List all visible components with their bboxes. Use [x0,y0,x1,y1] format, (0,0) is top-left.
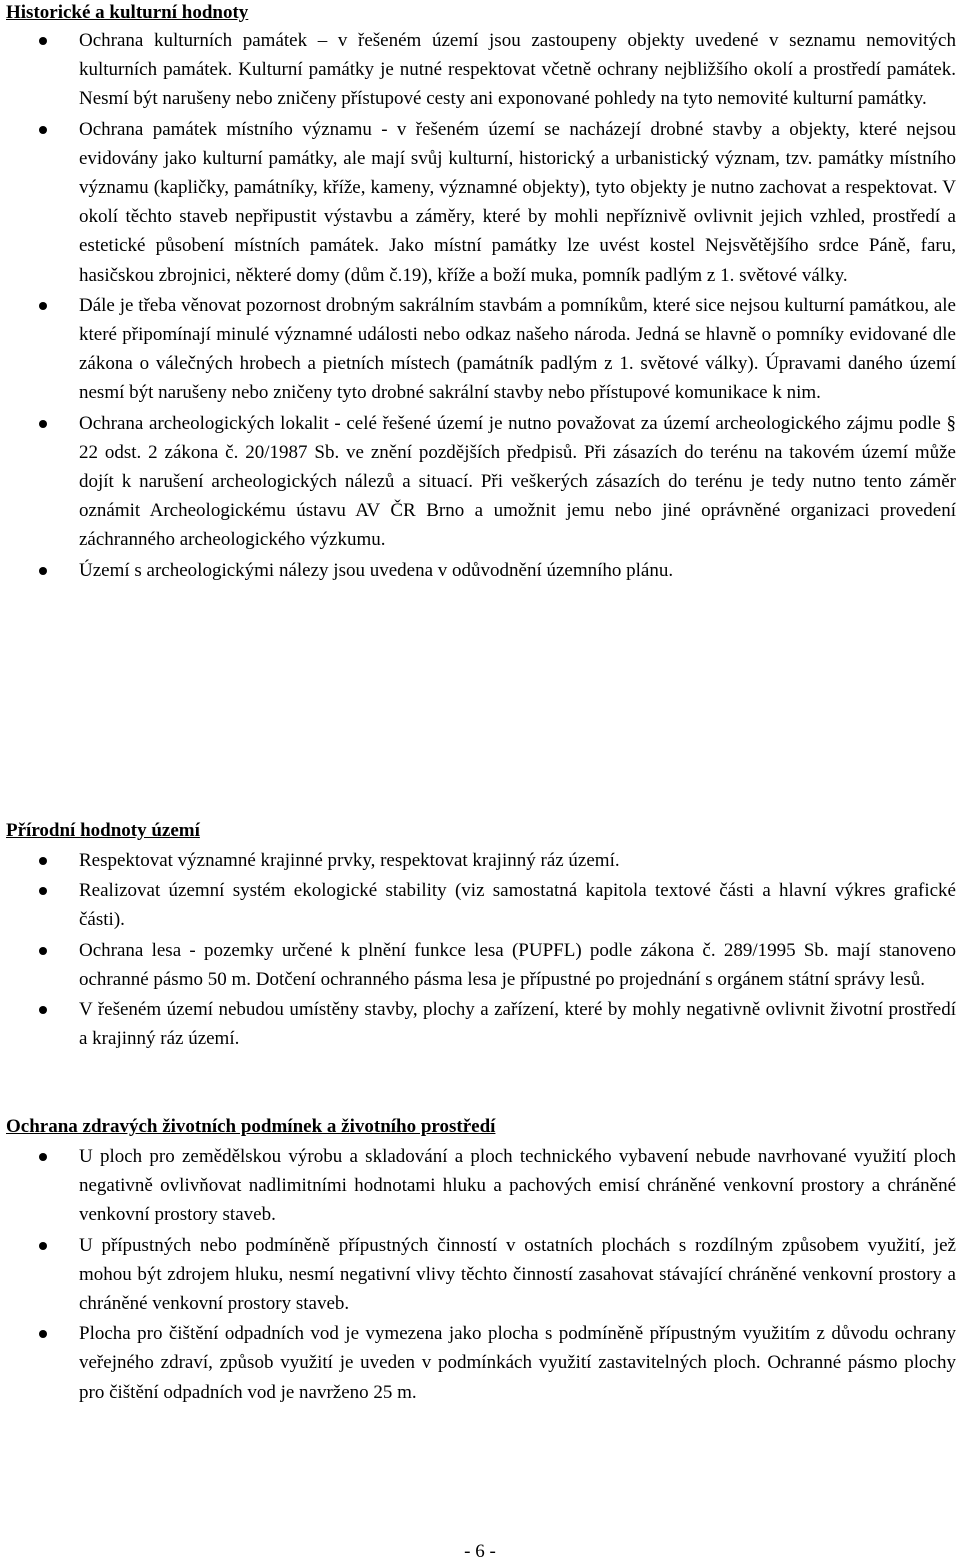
list-item-text: Území s archeologickými nálezy jsou uvedena v odůvodnění územního plánu. [79,559,674,581]
bullet-icon [39,567,47,575]
list-item [6,291,956,408]
bullet-icon [39,420,47,428]
list-item-text: Ochrana archeologických lokalit - celé řešené území je nutno považovat za území archeologického zájmu podle § 22 odst. 2 zákona č. 20/1987 Sb. ve znění pozdějších předpisů. Při zásazích do terénu na takovém území může dojít k narušení archeologických nálezů a situací. Při veškerých zásazích do terénu je tedy nutno tento záměr oznámit Archeologickému ústavu AV ČR Brno a umožnit jemu nebo jiné oprávněné organizaci provedení záchranného archeologického výzkumu. [79,412,956,551]
list-item-text: Ochrana lesa - pozemky určené k plnění funkce lesa (PUPFL) podle zákona č. 289/1995 Sb. mají stanoveno ochranné pásmo 50 m. Dotčení ochranného pásma lesa je přípustné po projednání s orgánem státní správy lesů. [79,939,956,990]
list-item [6,995,956,1053]
list-item-text: Ochrana kulturních památek – v řešeném území jsou zastoupeny objekty uvedené v seznamu nemovitých kulturních památek. Kulturní památky je nutné respektovat včetně ochrany nejbližšího okolí a prostředí památek. Nesmí být narušeny nebo zničeny přístupové cesty ani exponované pohledy na tyto nemovité kulturní památky. [79,30,956,110]
bullet-icon [39,1242,47,1250]
bullet-icon [39,126,47,134]
bullet-icon [39,302,47,310]
historic-cultural-list [6,26,956,586]
bullet-icon [39,887,47,895]
list-item-text: V řešeném území nebudou umístěny stavby, plochy a zařízení, které by mohly negativně ovlivnit životní prostředí a krajinný ráz území. [79,999,956,1050]
list-item-text: U přípustných nebo podmíněně přípustných činností v ostatních plochách s rozdílným způsobem využití, jež mohou být zdrojem hluku, nesmí negativní vlivy těchto činností zasahovat stávající chráněné venkovní prostory a chráněné venkovní prostory staveb. [79,1234,956,1315]
bullet-icon [39,1006,47,1014]
section-heading-historic-cultural: Historické a kulturní hodnoty [6,2,249,23]
section-heading-natural-values: Přírodní hodnoty území [6,820,200,841]
list-item-text: U ploch pro zemědělskou výrobu a skladování a ploch technického vybavení nebude navrhované využití ploch negativně ovlivňovat nadlimitními hodnotami hluku a pachových emisí chráněné venkovní prostory a chráněné venkovní prostory staveb. [79,1146,956,1226]
list-item [6,26,956,114]
list-item [6,1319,956,1407]
bullet-icon [39,947,47,955]
list-item-text: Ochrana památek místního významu - v řešeném území se nacházejí drobné stavby a objekty, které nejsou evidovány jako kulturní památky, ale mají svůj kulturní, historický a urbanistický význam, tzv. památky místního významu (kapličky, památníky, kříže, kameny, významné objekty), tyto objekty je nutno zachovat a respektovat. V okolí těchto staveb nepřipustit výstavbu a záměry, které by mohli nepříznivě ovlivnit jejich vzhled, prostředí a estetické působení místních památek. Jako místní památky lze uvést kostel Nejsvětějšího srdce Páně, faru, hasičskou zbrojnici, některé domy (dům č.19), kříže a boží muka, pomník padlým z 1. světové války. [79,118,956,286]
health-environment-list [6,1142,956,1408]
list-item-text: Dále je třeba věnovat pozornost drobným sakrálním stavbám a pomníkům, které sice nejsou kulturní památkou, ale které připomínají minulé významné události nebo odkaz našeho národa. Jedná se hlavně o pomníky evidované dle zákona o válečných hrobech a pietních místech (památník padlým z 1. světové války). Úpravami daného území nesmí být narušeny nebo zničeny tyto drobné sakrální stavby nebo přístupové komunikace k nim. [79,294,956,404]
page-number: - 6 - [464,1541,496,1562]
list-item [6,936,956,994]
section-heading-health-environment: Ochrana zdravých životních podmínek a životního prostředí [6,1116,496,1137]
list-item [6,1231,956,1319]
list-item [6,876,956,934]
bullet-icon [39,37,47,45]
list-item-text: Plocha pro čištění odpadních vod je vymezena jako plocha s podmíněně přípustným využitím z důvodu ochrany veřejného zdraví, způsob využití je uveden v podmínkách využití zastavitelných ploch. Ochranné pásmo plochy pro čištění odpadních vod je navrženo 25 m. [79,1323,956,1403]
list-item [6,556,956,585]
list-item-text: Realizovat územní systém ekologické stability (viz samostatná kapitola textové části a hlavní výkres grafické části). [79,880,956,931]
list-item-text: Respektovat významné krajinné prvky, respektovat krajinný ráz území. [79,850,620,871]
bullet-icon [39,1330,47,1338]
natural-values-list [6,846,956,1054]
list-item [6,846,956,875]
bullet-icon [39,1153,47,1161]
list-item [6,1142,956,1230]
bullet-icon [39,857,47,865]
list-item [6,409,956,555]
list-item [6,115,956,290]
